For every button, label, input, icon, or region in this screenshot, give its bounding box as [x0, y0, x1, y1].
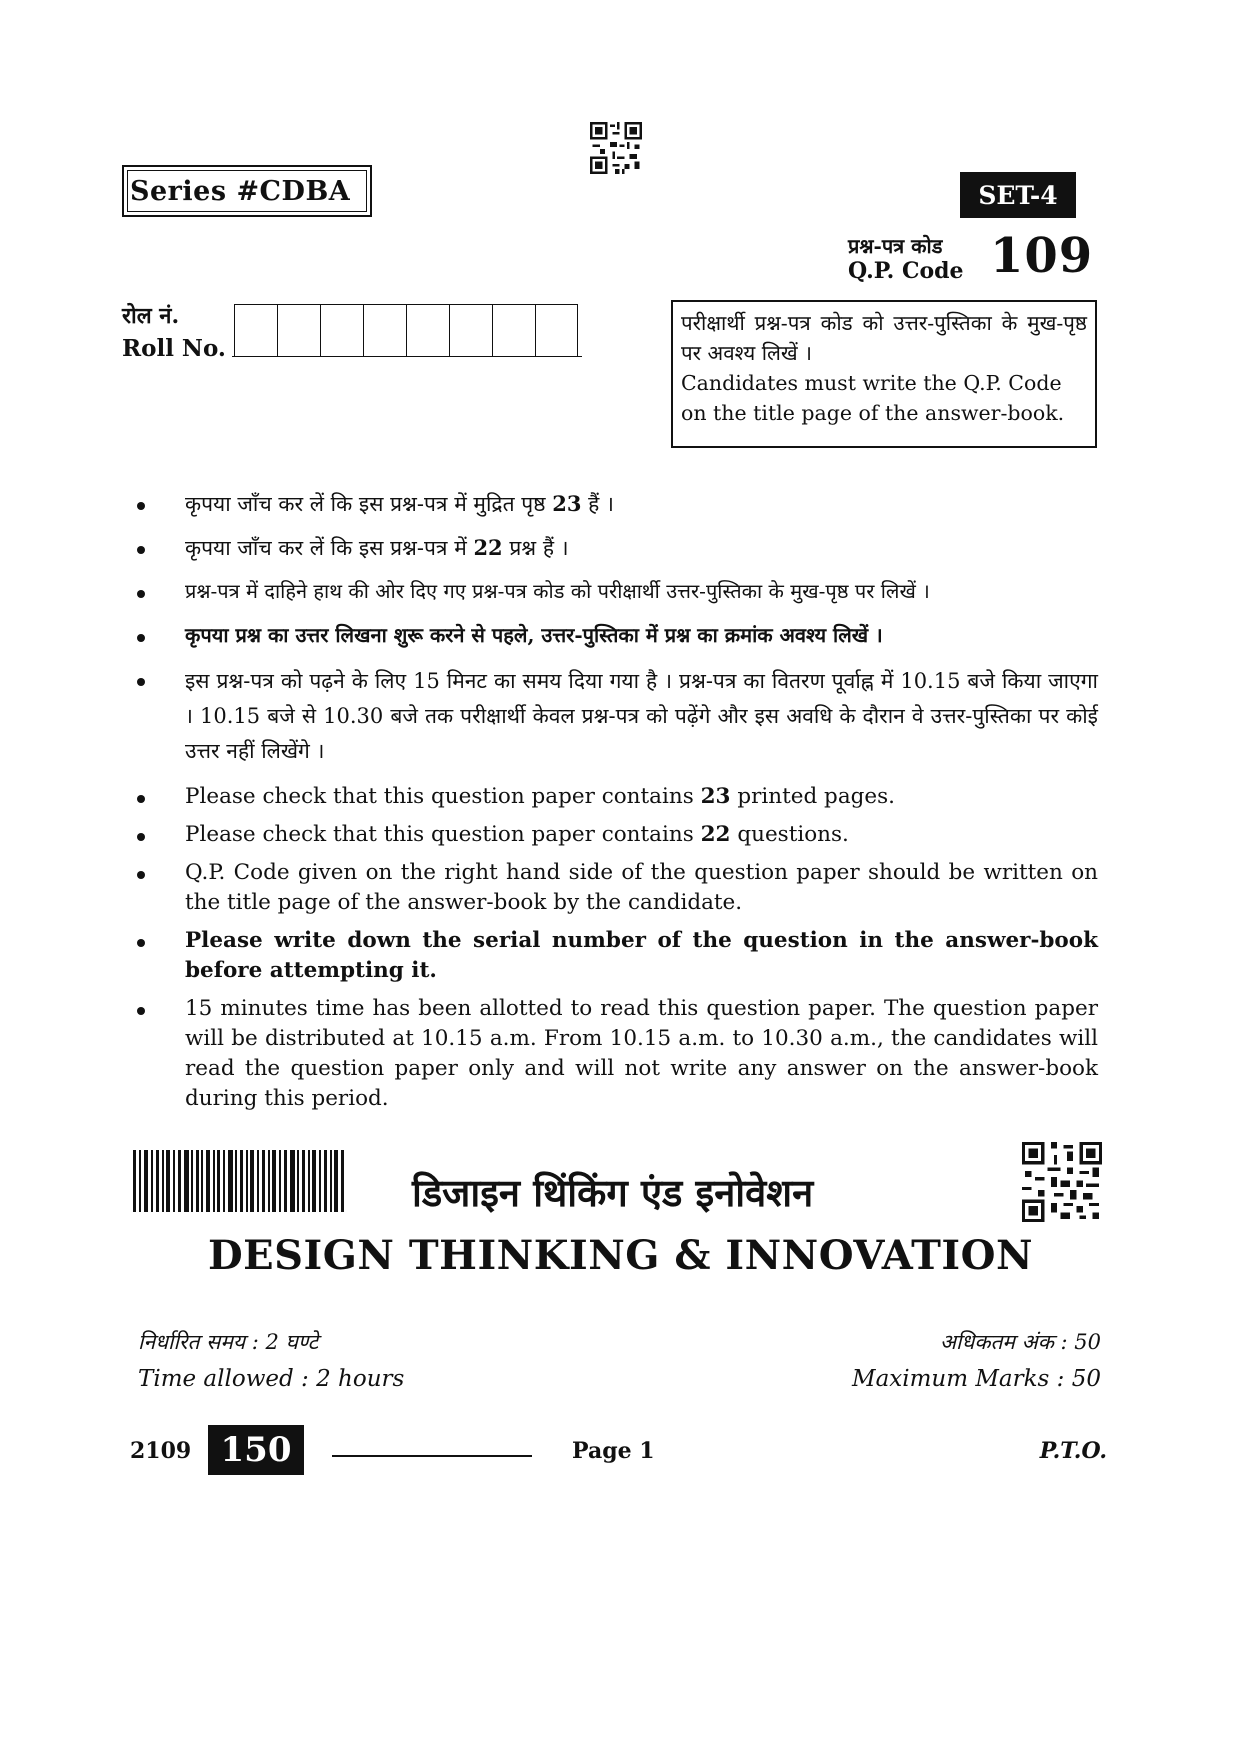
pto-label: P.T.O.	[1039, 1438, 1107, 1464]
qp-code-value: 109	[990, 228, 1094, 284]
roll-box[interactable]	[277, 304, 320, 356]
roll-underline	[232, 356, 582, 357]
roll-box[interactable]	[234, 304, 277, 356]
max-marks-en: Maximum Marks : 50	[852, 1366, 1101, 1392]
time-allowed-en: Time allowed : 2 hours	[138, 1366, 405, 1392]
roll-label-hi: रोल नं.	[122, 303, 180, 329]
notice-hi: परीक्षार्थी प्रश्न-पत्र कोड को उत्तर-पुस्तिका के मुख-पृष्ठ पर अवश्य लिखें ।	[681, 311, 1087, 365]
footer-code: 2109	[130, 1438, 192, 1464]
series-box	[122, 165, 372, 217]
notice-en: Candidates must write the Q.P. Code on the title page of the answer-book.	[681, 371, 1065, 425]
time-allowed-hi: निर्धारित समय : 2 घण्टे	[138, 1330, 319, 1354]
bullet-icon	[137, 833, 145, 841]
qp-code-label-en: Q.P. Code	[848, 258, 964, 284]
qp-code-label-hi: प्रश्न-पत्र कोड	[848, 234, 943, 258]
bullet-icon	[137, 678, 145, 686]
qr-code-top	[590, 122, 642, 174]
roll-number-boxes[interactable]	[234, 304, 578, 356]
qp-code-notice	[671, 300, 1097, 448]
bullet-icon	[137, 502, 145, 510]
roll-box[interactable]	[535, 304, 578, 356]
page-number: Page 1	[572, 1438, 655, 1464]
bullet-icon	[137, 1007, 145, 1015]
set-badge: SET-4	[960, 172, 1076, 218]
bullet-icon	[137, 871, 145, 879]
roll-box[interactable]	[449, 304, 492, 356]
subject-title-hi: डिजाइन थिंकिंग एंड इनोवेशन	[412, 1170, 814, 1215]
bullet-icon	[137, 634, 145, 642]
roll-box[interactable]	[492, 304, 535, 356]
max-marks-hi: अधिकतम अंक : 50	[939, 1330, 1101, 1354]
bullet-icon	[137, 939, 145, 947]
bullet-icon	[137, 795, 145, 803]
bullet-icon	[137, 590, 145, 598]
qr-code-subject	[1022, 1142, 1102, 1222]
subject-title-en: DESIGN THINKING & INNOVATION	[207, 1232, 1034, 1279]
bullet-icon	[137, 546, 145, 554]
barcode	[133, 1150, 345, 1212]
footer-badge: 150	[208, 1425, 304, 1475]
roll-label-en: Roll No.	[122, 335, 226, 362]
roll-box[interactable]	[406, 304, 449, 356]
series-label: Series #CDBA	[130, 175, 351, 207]
roll-box[interactable]	[363, 304, 406, 356]
roll-box[interactable]	[320, 304, 363, 356]
footer-rule	[332, 1455, 532, 1457]
